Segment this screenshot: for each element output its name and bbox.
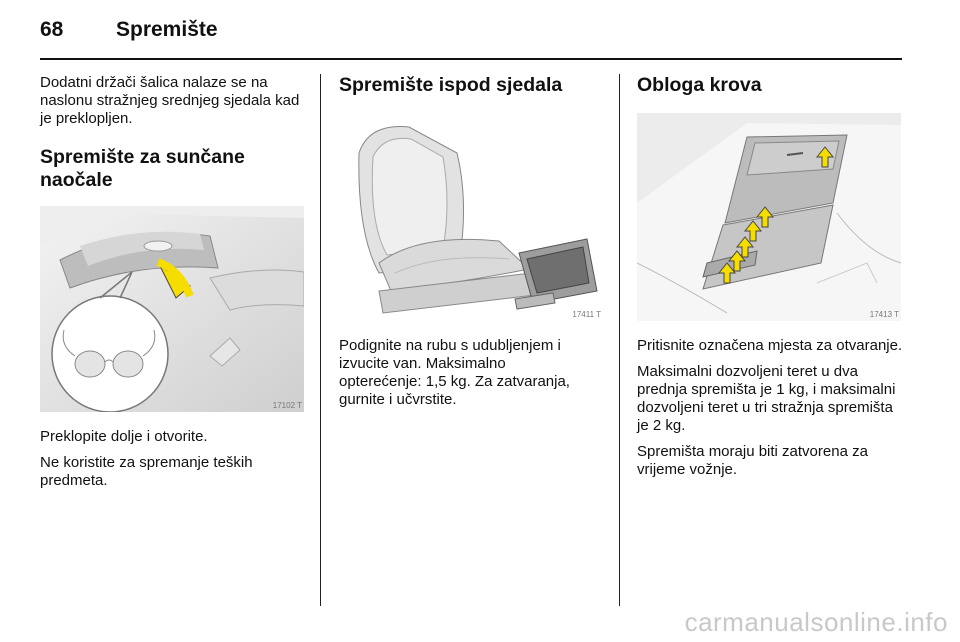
- page-number: 68: [40, 18, 64, 41]
- paragraph-underseat: Podignite na rubu s udubljenjem i izvucite van. Maksimalno opterećenje: 1,5 kg. Za zatvaranja, gurnite i učvrstite.: [339, 337, 570, 408]
- sunglasses-holder-figure: [40, 206, 304, 412]
- watermark: carmanualsonline.info: [684, 607, 948, 637]
- section-heading-roof: Obloga krova: [637, 74, 762, 96]
- paragraph-closed-driving: Spremišta moraju biti zatvorena za vrijeme vožnje.: [637, 443, 868, 478]
- section-heading-sunglasses: Spremište za sunčane naočale: [40, 146, 245, 191]
- sunglasses-holder-illustration-icon: [40, 206, 304, 412]
- header-rule: [40, 58, 902, 60]
- paragraph-fold-down: Preklopite dolje i otvorite.: [40, 428, 208, 445]
- section-heading-underseat: Spremište ispod sjedala: [339, 74, 563, 96]
- underseat-drawer-illustration-icon: [339, 113, 603, 321]
- column-underseat: [339, 74, 605, 417]
- paragraph-press: Pritisnite označena mjesta za otvaranje.: [637, 337, 903, 354]
- page-title: Spremište: [116, 18, 218, 41]
- column-roof-lining: [637, 74, 903, 487]
- roof-lining-storage-illustration-icon: [637, 113, 901, 321]
- column-divider-1: [320, 74, 321, 606]
- column-sunglasses: [40, 74, 306, 498]
- figure-code: 17102 T: [272, 401, 302, 410]
- paragraph-max-load: Maksimalni dozvoljeni teret u dva prednja spremišta je 1 kg, i maksimalni dozvoljeni teret u tri stražnja spremišta je 2 kg.: [637, 363, 896, 434]
- intro-paragraph: Dodatni držači šalica nalaze se na naslonu stražnjeg srednjeg sjedala kad je preklopljen.: [40, 74, 300, 127]
- figure-code: 17411 T: [572, 310, 601, 319]
- column-divider-2: [619, 74, 620, 606]
- paragraph-no-heavy: Ne koristite za spremanje teških predmeta.: [40, 454, 253, 489]
- figure-code: 17413 T: [869, 310, 899, 319]
- underseat-drawer-figure: [339, 113, 603, 321]
- roof-lining-figure: [637, 113, 901, 321]
- page-header: [40, 18, 902, 50]
